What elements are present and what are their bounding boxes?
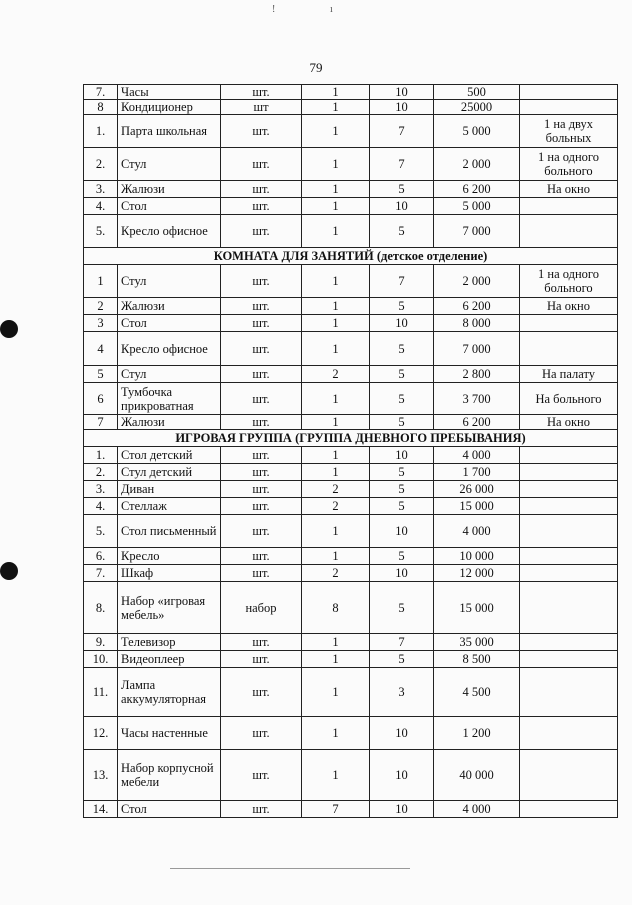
cell-num: 7 bbox=[84, 415, 118, 430]
cell-years: 7 bbox=[370, 265, 434, 298]
cell-note bbox=[520, 565, 618, 582]
table-row bbox=[84, 750, 618, 801]
cell-qty: 1 bbox=[302, 548, 370, 565]
cell-years: 10 bbox=[370, 100, 434, 115]
page-number: 79 bbox=[309, 60, 323, 75]
cell-name: Стул bbox=[118, 148, 221, 181]
cell-qty: 1 bbox=[302, 315, 370, 332]
cell-num: 5 bbox=[84, 366, 118, 383]
cell-unit: шт. bbox=[221, 265, 302, 298]
cell-years: 5 bbox=[370, 548, 434, 565]
cell-unit: шт. bbox=[221, 332, 302, 366]
cell-years: 10 bbox=[370, 565, 434, 582]
table-row bbox=[84, 100, 618, 115]
cell-name: Диван bbox=[118, 481, 221, 498]
table-row bbox=[84, 366, 618, 383]
cell-unit: шт. bbox=[221, 198, 302, 215]
cell-note bbox=[520, 315, 618, 332]
cell-note bbox=[520, 515, 618, 548]
cell-note bbox=[520, 634, 618, 651]
cell-name: Часы bbox=[118, 85, 221, 100]
cell-price: 10 000 bbox=[434, 548, 520, 565]
cell-qty: 1 bbox=[302, 148, 370, 181]
cell-years: 10 bbox=[370, 750, 434, 801]
cell-years: 3 bbox=[370, 668, 434, 717]
cell-price: 15 000 bbox=[434, 498, 520, 515]
table-row bbox=[84, 565, 618, 582]
cell-num: 9. bbox=[84, 634, 118, 651]
cell-price: 4 500 bbox=[434, 668, 520, 717]
table-row bbox=[84, 85, 618, 100]
cell-name: Набор корпусной мебели bbox=[118, 750, 221, 801]
scan-mark-left: ! bbox=[272, 4, 276, 15]
cell-years: 10 bbox=[370, 717, 434, 750]
section-title-tail: (детское отделение) bbox=[373, 249, 488, 263]
cell-note bbox=[520, 801, 618, 818]
cell-years: 5 bbox=[370, 498, 434, 515]
cell-num: 13. bbox=[84, 750, 118, 801]
cell-qty: 1 bbox=[302, 85, 370, 100]
cell-num: 1 bbox=[84, 265, 118, 298]
cell-name: Стул bbox=[118, 366, 221, 383]
cell-name: Стол bbox=[118, 315, 221, 332]
cell-unit: шт. bbox=[221, 383, 302, 415]
cell-name: Стол bbox=[118, 198, 221, 215]
table-row bbox=[84, 481, 618, 498]
cell-years: 5 bbox=[370, 481, 434, 498]
cell-unit: шт. bbox=[221, 651, 302, 668]
cell-unit: шт. bbox=[221, 481, 302, 498]
cell-num: 2 bbox=[84, 298, 118, 315]
cell-note bbox=[520, 498, 618, 515]
table-row bbox=[84, 181, 618, 198]
table-row bbox=[84, 801, 618, 818]
cell-price: 5 000 bbox=[434, 198, 520, 215]
cell-name: Лампа аккумуляторная bbox=[118, 668, 221, 717]
cell-qty: 8 bbox=[302, 582, 370, 634]
section-title bbox=[84, 430, 618, 447]
table-row bbox=[84, 265, 618, 298]
cell-name: Кресло bbox=[118, 548, 221, 565]
section-title-main: КОМНАТА ДЛЯ ЗАНЯТИЙ bbox=[213, 249, 374, 263]
cell-price: 500 bbox=[434, 85, 520, 100]
table-row bbox=[84, 447, 618, 464]
cell-note bbox=[520, 464, 618, 481]
cell-unit: набор bbox=[221, 582, 302, 634]
footer-rule bbox=[170, 868, 410, 869]
cell-qty: 1 bbox=[302, 181, 370, 198]
cell-unit: шт. bbox=[221, 415, 302, 430]
cell-years: 10 bbox=[370, 198, 434, 215]
cell-price: 7 000 bbox=[434, 332, 520, 366]
cell-num: 5. bbox=[84, 515, 118, 548]
cell-name: Стул детский bbox=[118, 464, 221, 481]
cell-num: 7. bbox=[84, 565, 118, 582]
cell-num: 8 bbox=[84, 100, 118, 115]
cell-unit: шт. bbox=[221, 634, 302, 651]
table-row bbox=[84, 582, 618, 634]
cell-price: 1 200 bbox=[434, 717, 520, 750]
cell-num: 12. bbox=[84, 717, 118, 750]
table-row bbox=[84, 198, 618, 215]
cell-name: Часы настенные bbox=[118, 717, 221, 750]
cell-num: 1. bbox=[84, 115, 118, 148]
cell-qty: 1 bbox=[302, 634, 370, 651]
cell-qty: 2 bbox=[302, 366, 370, 383]
cell-qty: 1 bbox=[302, 298, 370, 315]
scan-mark-right: ı bbox=[330, 4, 333, 15]
cell-years: 5 bbox=[370, 332, 434, 366]
cell-num: 6. bbox=[84, 548, 118, 565]
cell-years: 5 bbox=[370, 415, 434, 430]
cell-num: 4 bbox=[84, 332, 118, 366]
punch-hole-upper bbox=[0, 320, 18, 338]
table-row bbox=[84, 464, 618, 481]
table-row bbox=[84, 515, 618, 548]
cell-years: 10 bbox=[370, 85, 434, 100]
table-row bbox=[84, 332, 618, 366]
cell-name: Парта школьная bbox=[118, 115, 221, 148]
cell-unit: шт. bbox=[221, 548, 302, 565]
cell-name: Жалюзи bbox=[118, 298, 221, 315]
cell-unit: шт. bbox=[221, 717, 302, 750]
cell-price: 2 000 bbox=[434, 148, 520, 181]
cell-qty: 2 bbox=[302, 498, 370, 515]
cell-num: 1. bbox=[84, 447, 118, 464]
cell-name: Набор «игровая мебель» bbox=[118, 582, 221, 634]
cell-note bbox=[520, 215, 618, 248]
cell-qty: 1 bbox=[302, 515, 370, 548]
cell-note bbox=[520, 332, 618, 366]
cell-name: Стеллаж bbox=[118, 498, 221, 515]
table-row bbox=[84, 315, 618, 332]
cell-name: Кондиционер bbox=[118, 100, 221, 115]
cell-price: 8 500 bbox=[434, 651, 520, 668]
cell-num: 3. bbox=[84, 181, 118, 198]
cell-num: 5. bbox=[84, 215, 118, 248]
cell-price: 4 000 bbox=[434, 447, 520, 464]
cell-price: 8 000 bbox=[434, 315, 520, 332]
cell-note: На окно bbox=[520, 298, 618, 315]
section-title-main: ИГРОВАЯ ГРУППА (ГРУППА ДНЕВНОГО ПРЕБЫВАНИЯ) bbox=[175, 431, 526, 445]
cell-num: 14. bbox=[84, 801, 118, 818]
cell-note bbox=[520, 668, 618, 717]
cell-years: 5 bbox=[370, 464, 434, 481]
cell-note bbox=[520, 582, 618, 634]
cell-note bbox=[520, 481, 618, 498]
cell-num: 7. bbox=[84, 85, 118, 100]
cell-qty: 1 bbox=[302, 332, 370, 366]
section-header-row bbox=[84, 248, 618, 265]
cell-years: 5 bbox=[370, 215, 434, 248]
cell-years: 7 bbox=[370, 148, 434, 181]
cell-note: 1 на одного больного bbox=[520, 265, 618, 298]
cell-num: 3 bbox=[84, 315, 118, 332]
cell-price: 6 200 bbox=[434, 415, 520, 430]
cell-price: 2 000 bbox=[434, 265, 520, 298]
cell-note: 1 на двух больных bbox=[520, 115, 618, 148]
cell-unit: шт. bbox=[221, 115, 302, 148]
cell-qty: 1 bbox=[302, 717, 370, 750]
cell-years: 5 bbox=[370, 651, 434, 668]
cell-price: 35 000 bbox=[434, 634, 520, 651]
cell-years: 10 bbox=[370, 315, 434, 332]
cell-num: 3. bbox=[84, 481, 118, 498]
cell-note bbox=[520, 100, 618, 115]
cell-price: 26 000 bbox=[434, 481, 520, 498]
cell-price: 1 700 bbox=[434, 464, 520, 481]
cell-unit: шт bbox=[221, 100, 302, 115]
cell-unit: шт. bbox=[221, 750, 302, 801]
cell-unit: шт. bbox=[221, 366, 302, 383]
cell-years: 10 bbox=[370, 447, 434, 464]
cell-name: Тумбочка прикроватная bbox=[118, 383, 221, 415]
table-row bbox=[84, 498, 618, 515]
table-row bbox=[84, 148, 618, 181]
inventory-table-body bbox=[84, 85, 618, 818]
cell-price: 12 000 bbox=[434, 565, 520, 582]
cell-note bbox=[520, 198, 618, 215]
cell-price: 6 200 bbox=[434, 298, 520, 315]
table-row bbox=[84, 634, 618, 651]
cell-qty: 1 bbox=[302, 115, 370, 148]
cell-name: Стул bbox=[118, 265, 221, 298]
table-row bbox=[84, 717, 618, 750]
inventory-table bbox=[83, 84, 618, 818]
cell-price: 3 700 bbox=[434, 383, 520, 415]
cell-unit: шт. bbox=[221, 215, 302, 248]
cell-qty: 1 bbox=[302, 198, 370, 215]
table-row bbox=[84, 668, 618, 717]
cell-qty: 1 bbox=[302, 750, 370, 801]
cell-unit: шт. bbox=[221, 515, 302, 548]
table-row bbox=[84, 383, 618, 415]
cell-price: 4 000 bbox=[434, 515, 520, 548]
cell-qty: 2 bbox=[302, 565, 370, 582]
cell-num: 8. bbox=[84, 582, 118, 634]
cell-qty: 1 bbox=[302, 383, 370, 415]
cell-name: Видеоплеер bbox=[118, 651, 221, 668]
cell-num: 6 bbox=[84, 383, 118, 415]
cell-num: 11. bbox=[84, 668, 118, 717]
table-row bbox=[84, 298, 618, 315]
cell-num: 2. bbox=[84, 464, 118, 481]
cell-years: 5 bbox=[370, 298, 434, 315]
cell-unit: шт. bbox=[221, 565, 302, 582]
cell-unit: шт. bbox=[221, 464, 302, 481]
cell-note bbox=[520, 548, 618, 565]
cell-note: На окно bbox=[520, 415, 618, 430]
cell-name: Стол детский bbox=[118, 447, 221, 464]
cell-qty: 2 bbox=[302, 481, 370, 498]
cell-name: Жалюзи bbox=[118, 415, 221, 430]
table-row bbox=[84, 548, 618, 565]
table-row bbox=[84, 651, 618, 668]
cell-note bbox=[520, 447, 618, 464]
cell-name: Жалюзи bbox=[118, 181, 221, 198]
cell-note: На палату bbox=[520, 366, 618, 383]
cell-years: 5 bbox=[370, 181, 434, 198]
cell-qty: 1 bbox=[302, 100, 370, 115]
cell-name: Кресло офисное bbox=[118, 215, 221, 248]
punch-hole-lower bbox=[0, 562, 18, 580]
cell-price: 5 000 bbox=[434, 115, 520, 148]
cell-unit: шт. bbox=[221, 315, 302, 332]
cell-price: 2 800 bbox=[434, 366, 520, 383]
cell-unit: шт. bbox=[221, 85, 302, 100]
cell-price: 25000 bbox=[434, 100, 520, 115]
table-row bbox=[84, 415, 618, 430]
cell-price: 4 000 bbox=[434, 801, 520, 818]
cell-qty: 1 bbox=[302, 668, 370, 717]
table-row bbox=[84, 215, 618, 248]
cell-note: На больного bbox=[520, 383, 618, 415]
cell-price: 6 200 bbox=[434, 181, 520, 198]
cell-unit: шт. bbox=[221, 298, 302, 315]
cell-unit: шт. bbox=[221, 801, 302, 818]
cell-name: Телевизор bbox=[118, 634, 221, 651]
cell-note bbox=[520, 717, 618, 750]
cell-years: 5 bbox=[370, 366, 434, 383]
cell-qty: 1 bbox=[302, 215, 370, 248]
cell-qty: 1 bbox=[302, 447, 370, 464]
cell-qty: 7 bbox=[302, 801, 370, 818]
table-row bbox=[84, 115, 618, 148]
cell-note bbox=[520, 85, 618, 100]
cell-unit: шт. bbox=[221, 498, 302, 515]
cell-note bbox=[520, 651, 618, 668]
cell-note: На окно bbox=[520, 181, 618, 198]
cell-num: 4. bbox=[84, 198, 118, 215]
cell-num: 10. bbox=[84, 651, 118, 668]
cell-years: 7 bbox=[370, 115, 434, 148]
cell-name: Стол письменный bbox=[118, 515, 221, 548]
cell-years: 5 bbox=[370, 582, 434, 634]
cell-years: 5 bbox=[370, 383, 434, 415]
cell-unit: шт. bbox=[221, 148, 302, 181]
cell-num: 4. bbox=[84, 498, 118, 515]
cell-years: 10 bbox=[370, 515, 434, 548]
cell-num: 2. bbox=[84, 148, 118, 181]
cell-unit: шт. bbox=[221, 668, 302, 717]
cell-years: 7 bbox=[370, 634, 434, 651]
section-header-row bbox=[84, 430, 618, 447]
cell-note: 1 на одного больного bbox=[520, 148, 618, 181]
section-title bbox=[84, 248, 618, 265]
cell-note bbox=[520, 750, 618, 801]
cell-price: 40 000 bbox=[434, 750, 520, 801]
cell-name: Кресло офисное bbox=[118, 332, 221, 366]
cell-name: Шкаф bbox=[118, 565, 221, 582]
cell-years: 10 bbox=[370, 801, 434, 818]
cell-qty: 1 bbox=[302, 265, 370, 298]
cell-price: 15 000 bbox=[434, 582, 520, 634]
cell-unit: шт. bbox=[221, 181, 302, 198]
cell-qty: 1 bbox=[302, 415, 370, 430]
cell-unit: шт. bbox=[221, 447, 302, 464]
cell-name: Стол bbox=[118, 801, 221, 818]
cell-qty: 1 bbox=[302, 651, 370, 668]
cell-qty: 1 bbox=[302, 464, 370, 481]
cell-price: 7 000 bbox=[434, 215, 520, 248]
